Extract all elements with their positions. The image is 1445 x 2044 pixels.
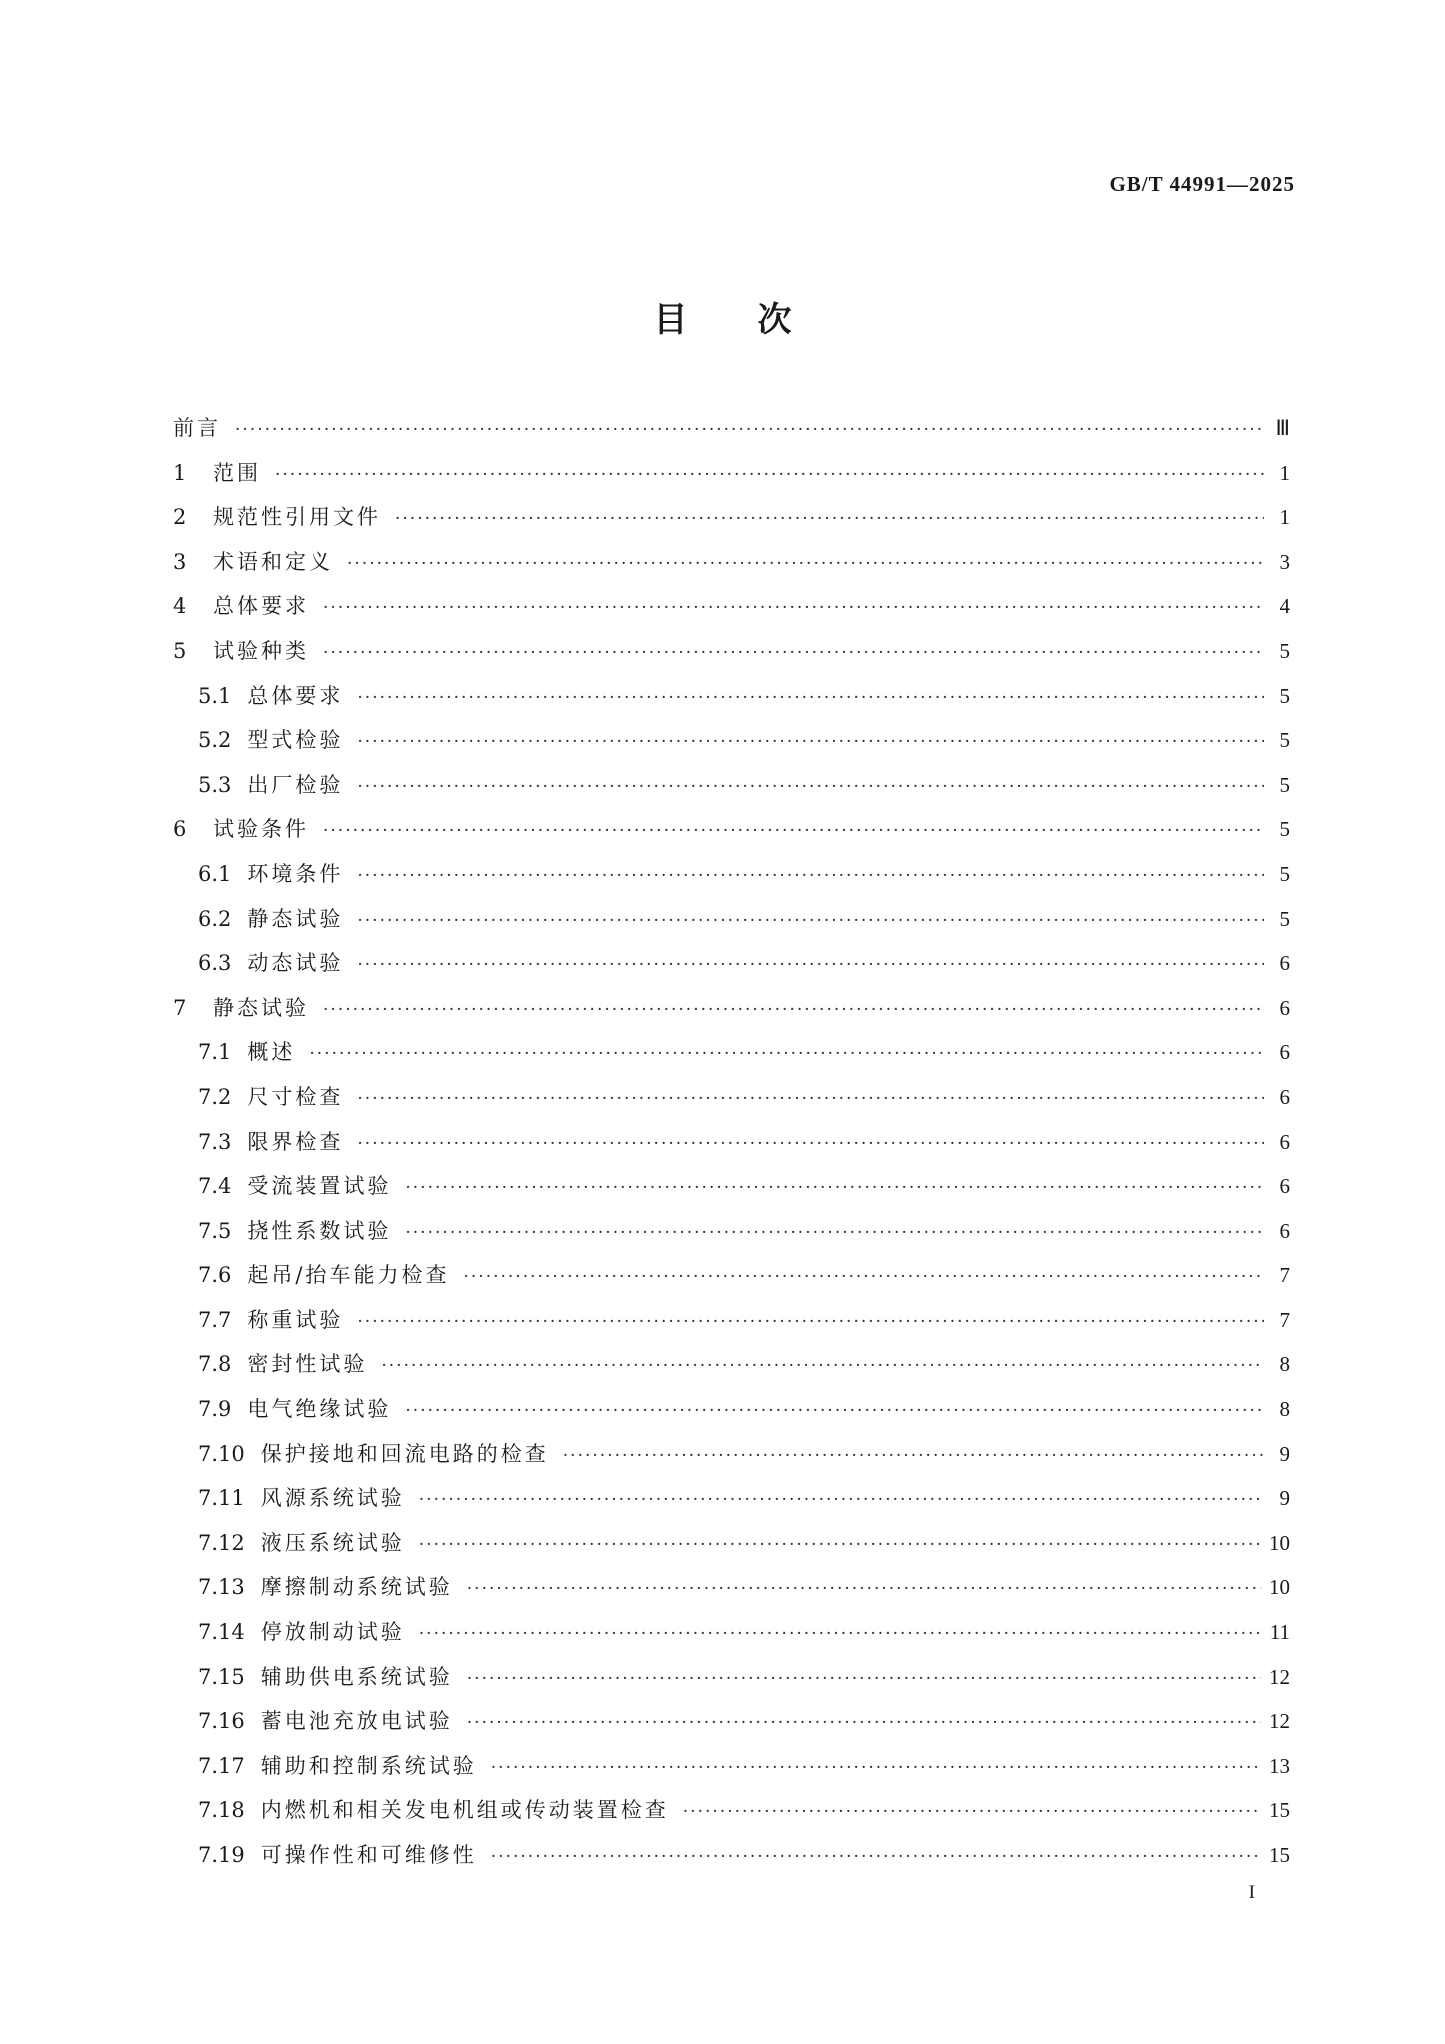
toc-entry-number: 7.13 [198,1575,245,1600]
page-folio: I [1248,1882,1255,1903]
page-title [0,292,1445,341]
toc-entry-page: 15 [1269,1798,1290,1823]
toc-leader-dots [357,777,1264,797]
toc-leader-dots [357,1312,1264,1332]
toc-leader-dots [381,1356,1264,1376]
toc-entry[interactable] [173,1482,1290,1527]
toc-entry-number: 7.7 [198,1307,232,1332]
toc-entry[interactable] [173,947,1290,992]
toc-leader-dots [491,1758,1261,1778]
toc-entry-label: 试验种类 [213,638,309,663]
toc-entry-number: 1 [173,460,187,485]
toc-entry-number: 7.17 [198,1753,245,1778]
toc-entry-page: 5 [1279,638,1290,663]
toc-entry-page: 6 [1279,951,1290,976]
toc-entry-page: 9 [1279,1441,1290,1466]
toc-leader-dots [357,866,1264,886]
toc-leader-dots [357,911,1264,931]
toc-entry-number: 7.4 [198,1174,232,1199]
toc-entry-page: 13 [1269,1753,1290,1778]
toc-leader-dots [347,554,1264,574]
toc-entry-number: 2 [173,505,187,530]
toc-entry-number: 6.2 [198,906,232,931]
toc-entry[interactable] [173,813,1290,858]
toc-entry-number: 7.8 [198,1352,232,1377]
toc-entry-page: 7 [1279,1263,1290,1288]
toc-entry-label: 概述 [247,1040,296,1065]
toc-entry-page: 6 [1279,1129,1290,1154]
toc-entry-number: 7.18 [198,1798,245,1823]
toc-entry-page: 5 [1279,772,1290,797]
toc-entry-label: 总体要求 [247,683,344,708]
toc-entry-page: 5 [1279,728,1290,753]
toc-entry[interactable] [173,1794,1290,1839]
toc-entry-label: 可操作性和可维修性 [260,1843,477,1867]
toc-entry-label: 称重试验 [247,1307,344,1332]
toc-entry-label: 挠性系数试验 [247,1218,392,1243]
toc-entry-label: 前言 [173,416,221,440]
toc-entry-label: 内燃机和相关发电机组或传动装置检查 [260,1798,669,1823]
toc-entry[interactable] [173,1438,1290,1483]
toc-entry-number: 3 [173,549,187,574]
toc-entry[interactable] [173,635,1290,680]
toc-entry[interactable] [173,1661,1290,1706]
toc-entry[interactable] [173,1705,1290,1750]
toc-entry-number: 6.3 [198,951,232,976]
toc-entry-page: 11 [1269,1620,1290,1645]
toc-entry-number: 7.12 [198,1530,245,1555]
toc-entry[interactable] [173,590,1290,635]
toc-entry-number: 6 [173,817,187,842]
toc-entry-page: 8 [1279,1352,1290,1377]
toc-entry-page: 8 [1279,1397,1290,1422]
toc-entry-label: 辅助和控制系统试验 [260,1753,477,1778]
toc-entry[interactable] [173,680,1290,725]
toc-entry-label: 液压系统试验 [260,1530,405,1555]
toc-leader-dots [323,821,1264,841]
toc-entry[interactable] [173,1616,1290,1661]
toc-entry-page: 10 [1269,1530,1290,1555]
toc-leader-dots [467,1579,1261,1599]
toc-entry[interactable] [173,1215,1290,1260]
toc-entry-label: 静态试验 [247,906,344,931]
toc-entry-number: 7.14 [198,1620,245,1645]
toc-leader-dots [467,1669,1261,1689]
toc-entry[interactable] [173,724,1290,769]
toc-entry-label: 总体要求 [213,594,309,619]
toc-entry[interactable] [173,1126,1290,1171]
toc-entry-number: 4 [173,594,187,619]
toc-entry-page: 6 [1279,1040,1290,1065]
toc-entry-number: 7.19 [198,1843,245,1867]
toc-leader-dots [357,1089,1264,1109]
toc-entry-number: 7.1 [198,1040,232,1065]
toc-entry-number: 5.3 [198,772,232,797]
toc-leader-dots [491,1847,1261,1867]
toc-entry-label: 环境条件 [247,861,344,886]
toc-leader-dots [323,598,1264,618]
toc-entry-number: 7.15 [198,1664,245,1689]
toc-entry-number: 5 [173,638,187,663]
toc-entry-page: 6 [1279,995,1290,1020]
toc-entry[interactable] [173,412,1290,457]
toc-leader-dots [323,1000,1264,1020]
toc-entry-page: 6 [1279,1174,1290,1199]
toc-entry-page: 1 [1279,505,1290,530]
toc-entry[interactable] [173,1571,1290,1616]
toc-entry-label: 停放制动试验 [260,1620,405,1645]
standard-code: GB/T 44991—2025 [1109,172,1295,196]
toc-entry[interactable] [173,457,1290,502]
toc-entry-label: 起吊/抬车能力检查 [247,1263,450,1288]
toc-entry-page: 10 [1269,1575,1290,1600]
toc-leader-dots [419,1490,1264,1510]
toc-entry-number: 6.1 [198,861,232,886]
toc-entry-label: 电气绝缘试验 [247,1397,392,1422]
toc-leader-dots [419,1624,1262,1644]
toc-entry[interactable] [173,769,1290,814]
toc-entry-number: 5.1 [198,683,232,708]
table-of-contents [173,412,1290,1884]
toc-leader-dots [357,688,1264,708]
toc-entry-label: 规范性引用文件 [213,505,381,530]
toc-entry-page: 5 [1279,817,1290,842]
toc-leader-dots [357,1134,1264,1154]
toc-entry-number: 7.6 [198,1263,232,1288]
toc-leader-dots [467,1713,1261,1733]
toc-entry-page: Ⅲ [1275,416,1290,440]
toc-entry-label: 限界检查 [247,1129,344,1154]
toc-leader-dots [463,1267,1264,1287]
toc-entry-page: 5 [1279,906,1290,931]
toc-entry-number: 7.2 [198,1084,232,1109]
toc-leader-dots [563,1446,1264,1466]
toc-entry-page: 12 [1269,1709,1290,1734]
toc-leader-dots [419,1535,1261,1555]
toc-entry[interactable] [173,858,1290,903]
toc-entry[interactable] [173,1259,1290,1304]
toc-entry-label: 型式检验 [247,728,344,753]
toc-entry-number: 7 [173,995,187,1020]
toc-entry[interactable] [173,1081,1290,1126]
toc-entry[interactable] [173,1527,1290,1572]
toc-entry-page: 5 [1279,683,1290,708]
toc-entry-page: 6 [1279,1084,1290,1109]
title-part-2: 次 [757,300,792,340]
toc-leader-dots [275,465,1264,485]
toc-entry[interactable] [173,1393,1290,1438]
toc-entry-number: 7.10 [198,1441,245,1466]
toc-leader-dots [683,1802,1261,1822]
toc-entry-page: 5 [1279,861,1290,886]
toc-entry-label: 静态试验 [213,995,309,1020]
toc-entry-number: 7.5 [198,1218,232,1243]
toc-leader-dots [405,1401,1264,1421]
toc-entry[interactable] [173,1036,1290,1081]
toc-entry[interactable] [173,501,1290,546]
toc-entry[interactable] [173,1750,1290,1795]
toc-entry-label: 密封性试验 [247,1352,368,1377]
toc-entry-label: 受流装置试验 [247,1174,392,1199]
toc-entry[interactable] [173,1304,1290,1349]
toc-entry-label: 出厂检验 [247,772,344,797]
toc-entry[interactable] [173,1170,1290,1215]
toc-entry[interactable] [173,903,1290,948]
toc-entry-label: 范围 [213,460,261,485]
toc-entry-label: 试验条件 [213,817,309,842]
toc-entry-page: 12 [1269,1664,1290,1689]
toc-entry-label: 术语和定义 [213,549,333,574]
toc-entry[interactable] [173,1348,1290,1393]
toc-entry-page: 4 [1279,594,1290,619]
toc-entry-number: 7.11 [198,1486,245,1511]
toc-leader-dots [235,420,1264,440]
toc-entry-label: 保护接地和回流电路的检查 [260,1441,549,1466]
toc-entry-number: 7.9 [198,1397,232,1422]
title-part-1: 目 [653,300,688,340]
toc-entry-page: 7 [1279,1307,1290,1332]
toc-entry-label: 蓄电池充放电试验 [260,1709,453,1734]
toc-leader-dots [309,1044,1264,1064]
toc-entry-number: 5.2 [198,728,232,753]
toc-entry-label: 尺寸检查 [247,1084,344,1109]
toc-entry[interactable] [173,1839,1290,1884]
toc-entry-page: 6 [1279,1218,1290,1243]
toc-leader-dots [395,509,1264,529]
toc-leader-dots [405,1178,1264,1198]
toc-entry-number: 7.3 [198,1129,232,1154]
toc-leader-dots [323,643,1264,663]
toc-leader-dots [405,1223,1264,1243]
toc-entry-page: 15 [1269,1843,1290,1867]
toc-entry-label: 辅助供电系统试验 [260,1664,453,1689]
toc-entry[interactable] [173,546,1290,591]
toc-entry-label: 摩擦制动系统试验 [260,1575,453,1600]
toc-leader-dots [357,955,1264,975]
toc-entry-page: 1 [1279,460,1290,485]
toc-entry-page: 3 [1279,549,1290,574]
toc-entry-number: 7.16 [198,1709,245,1734]
toc-leader-dots [357,732,1264,752]
toc-entry-page: 9 [1279,1486,1290,1511]
toc-entry-label: 动态试验 [247,951,344,976]
toc-entry[interactable] [173,992,1290,1037]
toc-entry-label: 风源系统试验 [260,1486,405,1511]
